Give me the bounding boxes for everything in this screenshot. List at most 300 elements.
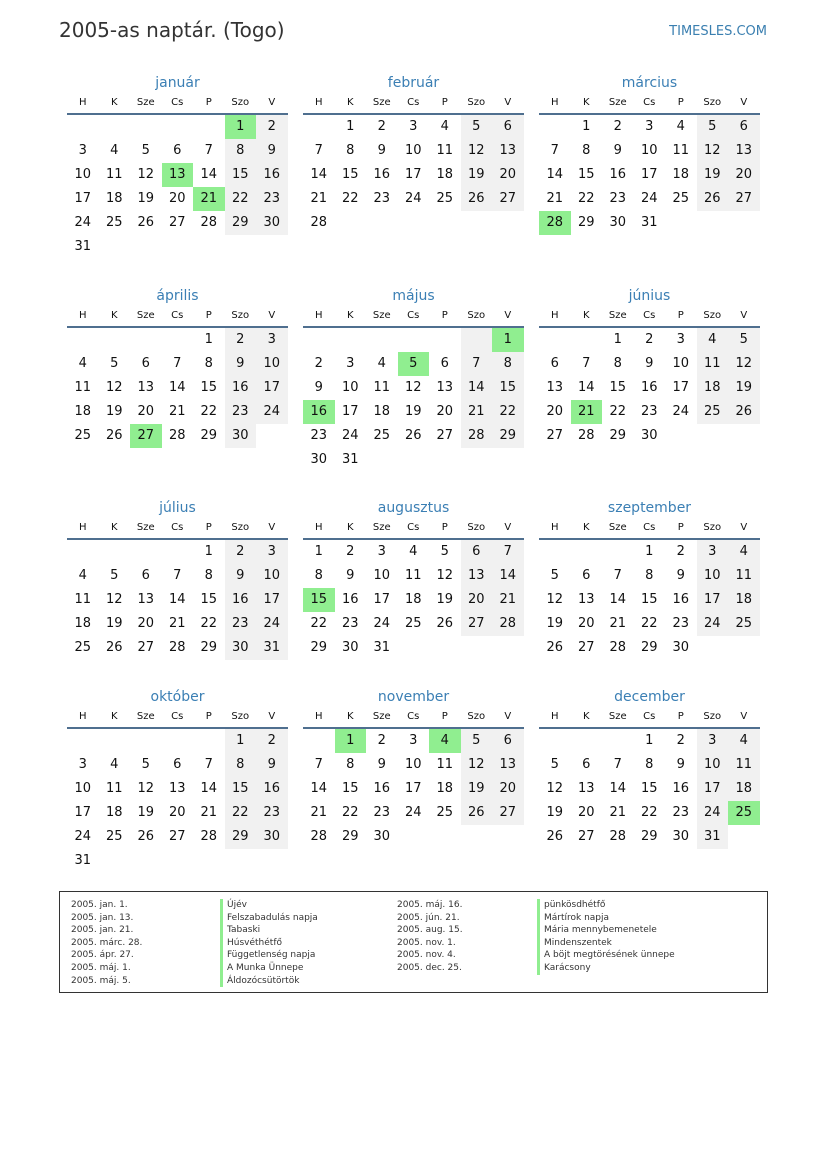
weekday-label: Sze <box>608 522 627 533</box>
day-cell: 1 <box>645 733 654 748</box>
weekday-label: Sze <box>372 522 391 533</box>
weekday-label: P <box>441 711 448 722</box>
day-cell: 30 <box>256 825 288 849</box>
day-cell: 22 <box>200 616 218 631</box>
day-cell: 2 <box>225 540 257 564</box>
day-cell: 19 <box>105 616 123 631</box>
day-cell: 17 <box>404 167 422 182</box>
month-name: június <box>628 288 671 304</box>
day-cell: 13 <box>492 139 524 163</box>
day-cell: 18 <box>436 167 454 182</box>
day-cell: 23 <box>373 805 391 820</box>
weekday-label: K <box>110 97 118 108</box>
day-cell: 26 <box>105 428 123 443</box>
day-cell: 14 <box>200 167 218 182</box>
day-cell: 4 <box>110 143 119 158</box>
day-cell: 16 <box>672 592 690 607</box>
day-cell: 16 <box>373 781 391 796</box>
day-cell: 30 <box>609 215 627 230</box>
day-cell: 26 <box>461 187 493 211</box>
day-cell: 11 <box>436 757 454 772</box>
day-cell: 7 <box>314 143 323 158</box>
day-cell: 13 <box>461 564 493 588</box>
day-cell: 8 <box>346 757 355 772</box>
day-cell: 27 <box>168 215 186 230</box>
weekday-label: V <box>740 522 748 533</box>
empty-day-cell <box>162 540 194 564</box>
holiday-name: A böjt megtörésének ünnepe <box>537 949 675 962</box>
empty-day-cell <box>366 328 398 352</box>
day-cell: 13 <box>137 592 155 607</box>
empty-day-cell <box>130 115 162 139</box>
day-grid <box>539 729 760 849</box>
day-cell: 18 <box>728 777 760 801</box>
weekday-label: Cs <box>643 310 656 321</box>
day-cell: 27 <box>577 829 595 844</box>
day-cell: 1 <box>204 544 213 559</box>
weekday-label: Cs <box>171 97 184 108</box>
month-2 <box>303 73 524 235</box>
weekday-label: K <box>110 711 118 722</box>
holiday-name: Mindenszentek <box>537 937 675 950</box>
day-cell: 8 <box>645 568 654 583</box>
weekday-label: H <box>550 97 559 108</box>
day-cell: 14 <box>609 592 627 607</box>
day-cell: 17 <box>74 805 92 820</box>
empty-day-cell <box>99 729 131 753</box>
weekday-label: H <box>78 97 87 108</box>
day-cell: 1 <box>346 119 355 134</box>
day-cell: 12 <box>546 781 564 796</box>
empty-day-cell <box>539 540 571 564</box>
day-cell: 9 <box>377 757 386 772</box>
day-cell: 14 <box>461 376 493 400</box>
weekday-label: H <box>550 711 559 722</box>
day-cell: 18 <box>672 167 690 182</box>
day-cell: 6 <box>550 356 559 371</box>
weekday-header <box>539 707 760 729</box>
day-cell: 8 <box>225 753 257 777</box>
day-cell: 10 <box>256 564 288 588</box>
day-cell: 4 <box>78 568 87 583</box>
weekday-header <box>303 707 524 729</box>
day-cell: 14 <box>310 167 328 182</box>
day-cell: 23 <box>341 616 359 631</box>
weekday-header <box>303 518 524 540</box>
day-cell: 24 <box>697 612 729 636</box>
day-cell: 27 <box>546 428 564 443</box>
day-cell: 20 <box>728 163 760 187</box>
empty-day-cell <box>130 328 162 352</box>
day-cell: 29 <box>609 428 627 443</box>
day-cell: 1 <box>582 119 591 134</box>
day-cell: 7 <box>613 568 622 583</box>
day-cell: 12 <box>105 592 123 607</box>
weekday-header <box>303 306 524 328</box>
day-cell: 6 <box>492 729 524 753</box>
day-cell: 6 <box>440 356 449 371</box>
day-cell: 28 <box>310 215 328 230</box>
day-cell: 24 <box>256 612 288 636</box>
day-cell: 20 <box>546 404 564 419</box>
day-cell: 29 <box>341 829 359 844</box>
holiday-dates-column-1 <box>71 899 142 987</box>
day-cell: 30 <box>256 211 288 235</box>
day-cell: 10 <box>672 356 690 371</box>
holiday-day-cell: 1 <box>492 328 524 352</box>
day-cell: 20 <box>461 588 493 612</box>
day-cell: 26 <box>697 187 729 211</box>
empty-day-cell <box>67 540 99 564</box>
weekday-label: K <box>582 522 590 533</box>
day-cell: 25 <box>672 191 690 206</box>
day-cell: 8 <box>613 356 622 371</box>
day-cell: 31 <box>697 825 729 849</box>
day-cell: 5 <box>141 757 150 772</box>
day-cell: 15 <box>640 592 658 607</box>
month-name: január <box>155 75 200 91</box>
day-cell: 9 <box>256 753 288 777</box>
day-cell: 11 <box>74 380 92 395</box>
day-cell: 28 <box>168 428 186 443</box>
day-cell: 22 <box>341 191 359 206</box>
day-cell: 11 <box>728 753 760 777</box>
day-cell: 13 <box>577 592 595 607</box>
day-cell: 12 <box>728 352 760 376</box>
day-cell: 13 <box>577 781 595 796</box>
day-cell: 26 <box>404 428 422 443</box>
day-cell: 23 <box>310 428 328 443</box>
holiday-names-column-2 <box>537 899 675 975</box>
weekday-label: Sze <box>136 522 155 533</box>
day-cell: 19 <box>546 616 564 631</box>
holiday-day-cell: 28 <box>539 211 571 235</box>
day-cell: 29 <box>225 825 257 849</box>
day-cell: 3 <box>78 757 87 772</box>
day-cell: 4 <box>377 356 386 371</box>
day-cell: 7 <box>492 540 524 564</box>
day-cell: 15 <box>200 592 218 607</box>
empty-day-cell <box>99 328 131 352</box>
day-cell: 9 <box>346 568 355 583</box>
weekday-label: P <box>441 522 448 533</box>
weekday-label: Sze <box>136 711 155 722</box>
day-cell: 3 <box>256 540 288 564</box>
weekday-label: Sze <box>608 97 627 108</box>
empty-day-cell <box>429 328 461 352</box>
day-cell: 7 <box>173 356 182 371</box>
holiday-date: 2005. nov. 4. <box>397 950 456 961</box>
month-3 <box>539 73 760 235</box>
day-cell: 15 <box>609 380 627 395</box>
empty-day-cell <box>461 328 493 352</box>
day-cell: 17 <box>697 777 729 801</box>
day-cell: 11 <box>105 167 123 182</box>
holiday-name: A Munka Ünnepe <box>220 962 318 975</box>
day-cell: 1 <box>314 544 323 559</box>
day-cell: 16 <box>609 167 627 182</box>
empty-day-cell <box>303 328 335 352</box>
day-cell: 19 <box>404 404 422 419</box>
weekday-label: Szo <box>703 97 722 108</box>
day-cell: 5 <box>110 568 119 583</box>
holiday-day-cell: 27 <box>130 424 162 448</box>
empty-day-cell <box>539 328 571 352</box>
empty-day-cell <box>571 540 603 564</box>
day-cell: 27 <box>492 187 524 211</box>
day-cell: 3 <box>676 332 685 347</box>
day-grid <box>303 729 524 849</box>
day-cell: 16 <box>672 781 690 796</box>
weekday-label: Szo <box>231 711 250 722</box>
day-cell: 24 <box>697 801 729 825</box>
day-cell: 18 <box>404 592 422 607</box>
empty-day-cell <box>130 540 162 564</box>
day-cell: 3 <box>409 733 418 748</box>
day-cell: 5 <box>141 143 150 158</box>
empty-day-cell <box>162 729 194 753</box>
day-cell: 3 <box>697 729 729 753</box>
day-cell: 14 <box>310 781 328 796</box>
day-cell: 22 <box>200 404 218 419</box>
weekday-label: V <box>740 310 748 321</box>
weekday-label: Szo <box>231 97 250 108</box>
day-cell: 4 <box>728 729 760 753</box>
day-cell: 15 <box>225 163 257 187</box>
day-cell: 13 <box>546 380 564 395</box>
day-cell: 20 <box>577 805 595 820</box>
day-cell: 29 <box>640 640 658 655</box>
day-cell: 28 <box>609 829 627 844</box>
day-cell: 25 <box>436 191 454 206</box>
day-cell: 16 <box>640 380 658 395</box>
weekday-label: Cs <box>171 711 184 722</box>
day-cell: 10 <box>373 568 391 583</box>
day-cell: 14 <box>492 564 524 588</box>
day-cell: 30 <box>672 829 690 844</box>
day-cell: 3 <box>697 540 729 564</box>
day-cell: 25 <box>697 400 729 424</box>
weekday-label: K <box>346 711 354 722</box>
day-cell: 10 <box>74 167 92 182</box>
day-cell: 30 <box>640 428 658 443</box>
day-cell: 23 <box>640 404 658 419</box>
empty-day-cell <box>539 729 571 753</box>
holiday-date: 2005. nov. 1. <box>397 937 456 948</box>
weekday-label: Cs <box>643 97 656 108</box>
empty-day-cell <box>193 115 225 139</box>
weekday-label: Sze <box>608 310 627 321</box>
day-cell: 8 <box>225 139 257 163</box>
day-cell: 7 <box>550 143 559 158</box>
day-grid <box>67 328 288 448</box>
empty-day-cell <box>303 115 335 139</box>
weekday-label: V <box>504 310 512 321</box>
weekday-label: H <box>550 310 559 321</box>
day-cell: 16 <box>341 592 359 607</box>
day-cell: 20 <box>137 616 155 631</box>
day-cell: 26 <box>105 640 123 655</box>
day-cell: 26 <box>137 215 155 230</box>
day-cell: 22 <box>640 805 658 820</box>
day-cell: 17 <box>672 380 690 395</box>
day-cell: 31 <box>373 640 391 655</box>
day-cell: 3 <box>256 328 288 352</box>
empty-day-cell <box>602 540 634 564</box>
weekday-label: H <box>78 522 87 533</box>
day-cell: 9 <box>676 568 685 583</box>
weekday-label: P <box>205 97 212 108</box>
month-name: április <box>156 288 199 304</box>
holiday-name: Újév <box>220 899 318 912</box>
day-cell: 31 <box>74 853 92 868</box>
empty-day-cell <box>162 328 194 352</box>
day-cell: 18 <box>436 781 454 796</box>
day-cell: 17 <box>640 167 658 182</box>
day-cell: 18 <box>697 376 729 400</box>
weekday-label: Szo <box>703 711 722 722</box>
weekday-label: Cs <box>171 310 184 321</box>
day-cell: 27 <box>492 801 524 825</box>
weekday-label: K <box>346 97 354 108</box>
weekday-label: V <box>268 97 276 108</box>
weekday-label: H <box>314 522 323 533</box>
day-cell: 30 <box>341 640 359 655</box>
day-cell: 28 <box>200 829 218 844</box>
day-cell: 29 <box>200 428 218 443</box>
weekday-label: H <box>314 97 323 108</box>
empty-day-cell <box>67 328 99 352</box>
day-cell: 5 <box>697 115 729 139</box>
day-cell: 9 <box>225 352 257 376</box>
day-cell: 2 <box>256 115 288 139</box>
day-cell: 5 <box>461 729 493 753</box>
day-cell: 11 <box>672 143 690 158</box>
day-cell: 24 <box>640 191 658 206</box>
day-cell: 15 <box>640 781 658 796</box>
weekday-header <box>67 93 288 115</box>
day-cell: 7 <box>613 757 622 772</box>
day-grid <box>67 729 288 873</box>
holiday-date: 2005. márc. 28. <box>71 937 143 948</box>
day-cell: 8 <box>492 352 524 376</box>
month-8 <box>303 498 524 660</box>
day-cell: 7 <box>582 356 591 371</box>
weekday-label: P <box>441 97 448 108</box>
day-cell: 31 <box>341 452 359 467</box>
day-cell: 18 <box>105 805 123 820</box>
holiday-date: 2005. jan. 1. <box>71 900 128 910</box>
day-cell: 21 <box>310 805 328 820</box>
day-cell: 21 <box>168 616 186 631</box>
day-cell: 14 <box>546 167 564 182</box>
holiday-date: 2005. jan. 13. <box>71 912 134 923</box>
day-cell: 5 <box>728 328 760 352</box>
day-cell: 19 <box>546 805 564 820</box>
day-cell: 25 <box>404 616 422 631</box>
weekday-label: Szo <box>467 711 486 722</box>
day-cell: 20 <box>492 777 524 801</box>
day-cell: 29 <box>492 424 524 448</box>
day-cell: 18 <box>74 404 92 419</box>
weekday-label: Szo <box>467 310 486 321</box>
weekday-label: K <box>582 310 590 321</box>
weekday-label: Cs <box>643 522 656 533</box>
month-name: augusztus <box>377 500 450 516</box>
day-cell: 20 <box>137 404 155 419</box>
day-cell: 15 <box>492 376 524 400</box>
day-cell: 29 <box>577 215 595 230</box>
holiday-date: 2005. jan. 21. <box>71 925 134 936</box>
day-cell: 23 <box>672 616 690 631</box>
day-cell: 1 <box>613 332 622 347</box>
site-link[interactable]: TIMESLES.COM <box>669 24 767 39</box>
day-cell: 21 <box>492 588 524 612</box>
holiday-day-cell: 1 <box>225 115 257 139</box>
day-cell: 3 <box>377 544 386 559</box>
day-cell: 31 <box>256 636 288 660</box>
day-cell: 28 <box>168 640 186 655</box>
day-cell: 22 <box>492 400 524 424</box>
holiday-name: Mártírok napja <box>537 912 675 925</box>
day-cell: 19 <box>697 163 729 187</box>
day-cell: 9 <box>377 143 386 158</box>
day-cell: 27 <box>137 640 155 655</box>
day-cell: 10 <box>404 143 422 158</box>
weekday-label: V <box>504 711 512 722</box>
day-cell: 12 <box>137 167 155 182</box>
weekday-label: Cs <box>407 711 420 722</box>
empty-day-cell <box>335 328 367 352</box>
day-cell: 28 <box>200 215 218 230</box>
day-cell: 21 <box>200 805 218 820</box>
day-cell: 24 <box>404 191 422 206</box>
day-cell: 22 <box>225 187 257 211</box>
month-10 <box>67 687 288 873</box>
month-7 <box>67 498 288 660</box>
day-cell: 2 <box>256 729 288 753</box>
day-cell: 21 <box>168 404 186 419</box>
day-cell: 30 <box>373 829 391 844</box>
holiday-name: Függetlenség napja <box>220 949 318 962</box>
day-cell: 12 <box>137 781 155 796</box>
day-cell: 21 <box>546 191 564 206</box>
weekday-label: Szo <box>703 310 722 321</box>
day-cell: 2 <box>377 733 386 748</box>
month-name: szeptember <box>607 500 692 516</box>
weekday-label: Szo <box>467 97 486 108</box>
holiday-day-cell: 21 <box>571 400 603 424</box>
weekday-header <box>303 93 524 115</box>
day-cell: 2 <box>377 119 386 134</box>
day-cell: 26 <box>436 616 454 631</box>
empty-day-cell <box>539 115 571 139</box>
day-cell: 19 <box>728 376 760 400</box>
day-grid <box>303 115 524 235</box>
day-cell: 7 <box>461 352 493 376</box>
day-cell: 5 <box>440 544 449 559</box>
weekday-label: Cs <box>407 97 420 108</box>
empty-day-cell <box>162 115 194 139</box>
day-cell: 4 <box>676 119 685 134</box>
weekday-header <box>539 93 760 115</box>
day-cell: 27 <box>461 612 493 636</box>
weekday-label: K <box>582 97 590 108</box>
holiday-date: 2005. ápr. 27. <box>71 950 134 961</box>
month-name: február <box>387 75 440 91</box>
day-cell: 3 <box>645 119 654 134</box>
day-cell: 12 <box>461 139 493 163</box>
